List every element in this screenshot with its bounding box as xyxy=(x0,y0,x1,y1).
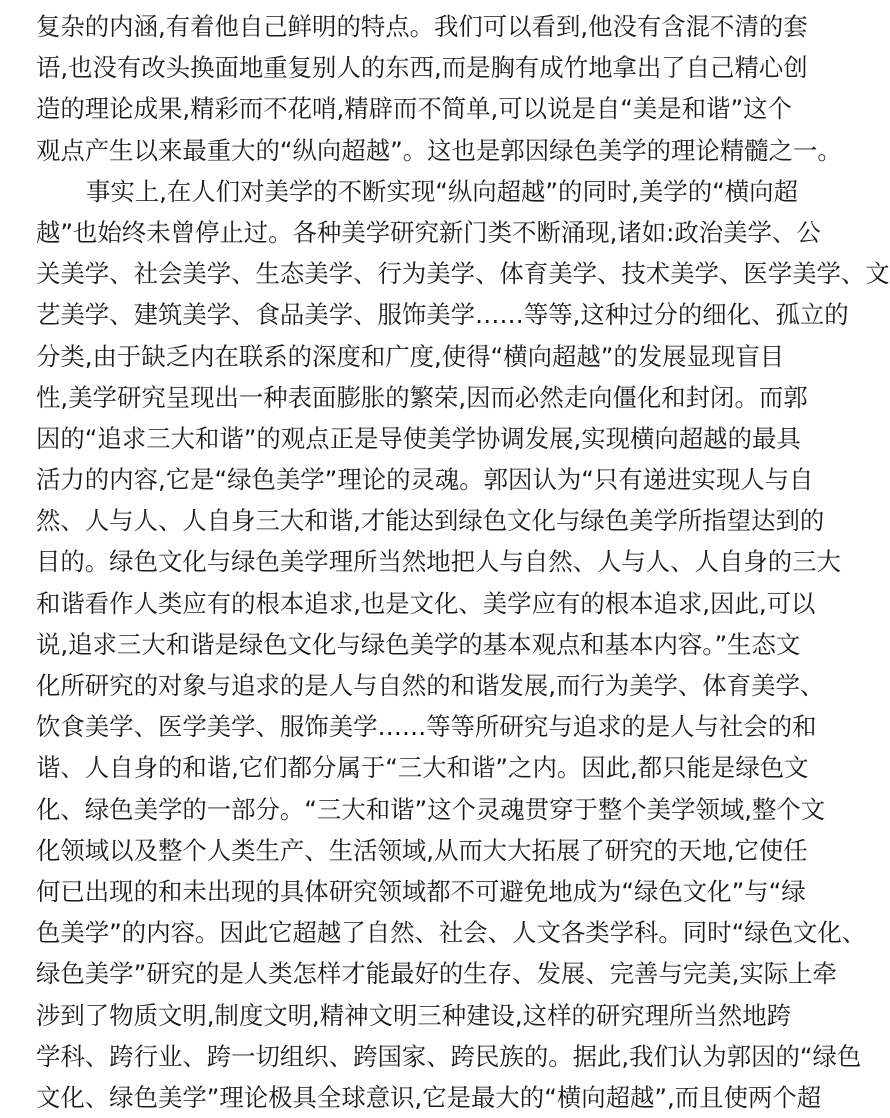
text-line: 艺美学、建筑美学、食品美学、服饰美学……等等,这种过分的细化、孤立的 xyxy=(36,300,849,330)
text-line: 学科、跨行业、跨一切组织、跨国家、跨民族的。据此,我们认为郭因的“绿色 xyxy=(36,1041,862,1071)
text-line: 化、绿色美学的一部分。“三大和谐”这个灵魂贯穿于整个美学领域,整个文 xyxy=(36,794,826,824)
document-page xyxy=(36,6,890,1118)
text-line: 造的理论成果,精彩而不花哨,精辟而不简单,可以说是自“美是和谐”这个 xyxy=(36,94,792,124)
text-line: 目的。绿色文化与绿色美学理所当然地把人与自然、人与人、人自身的三大 xyxy=(36,547,841,577)
text-line: 涉到了物质文明,制度文明,精神文明三种建设,这样的研究理所当然地跨 xyxy=(36,1000,791,1030)
text-line: 关美学、社会美学、生态美学、行为美学、体育美学、技术美学、医学美学、文 xyxy=(36,259,890,289)
text-line: 和谐看作人类应有的根本追求,也是文化、美学应有的根本追求,因此,可以 xyxy=(36,588,816,618)
text-line: 复杂的内涵,有着他自己鲜明的特点。我们可以看到,他没有含混不清的套 xyxy=(36,12,808,41)
text-line: 说,追求三大和谐是绿色文化与绿色美学的基本观点和基本内容。”生态文 xyxy=(36,629,801,659)
text-line: 谐、人自身的和谐,它们都分属于“三大和谐”之内。因此,都只能是绿色文 xyxy=(36,753,809,783)
text-line: 因的“追求三大和谐”的观点正是导使美学协调发展,实现横向超越的最具 xyxy=(36,423,801,453)
text-line: 何已出现的和未出现的具体研究领域都不可避免地成为“绿色文化”与“绿 xyxy=(36,876,806,906)
text-line: 饮食美学、医学美学、服饰美学……等等所研究与追求的是人与社会的和 xyxy=(36,712,817,742)
text-line: 化所研究的对象与追求的是人与自然的和谐发展,而行为美学、体育美学、 xyxy=(36,671,825,700)
text-line: 色美学”的内容。因此它超越了自然、社会、人文各类学科。同时“绿色文化、 xyxy=(36,918,867,948)
paragraph-first-line: 事实上,在人们对美学的不断实现“纵向超越”的同时,美学的“横向超 xyxy=(86,176,798,206)
text-line: 越”也始终未曾停止过。各种美学研究新门类不断涌现,诸如:政治美学、公 xyxy=(36,217,821,247)
text-line: 活力的内容,它是“绿色美学”理论的灵魂。郭因认为“只有递进实现人与自 xyxy=(36,465,814,495)
text-line: 然、人与人、人自身三大和谐,才能达到绿色文化与绿色美学所指望达到的 xyxy=(36,506,825,536)
text-line: 化领域以及整个人类生产、生活领域,从而大大拓展了研究的天地,它使任 xyxy=(36,835,808,865)
text-line: 语,也没有改头换面地重复别人的东西,而是胸有成竹地拿出了自己精心创 xyxy=(36,53,808,83)
text-line: 性,美学研究呈现出一种表面膨胀的繁荣,因而必然走向僵化和封闭。而郭 xyxy=(36,382,808,412)
text-line: 观点产生以来最重大的“纵向超越”。这也是郭因绿色美学的理论精髓之一。 xyxy=(36,135,842,165)
text-line: 文化、绿色美学”理论极具全球意识,它是最大的“横向超越”,而且使两个超 xyxy=(36,1082,822,1112)
text-line: 分类,由于缺乏内在联系的深度和广度,使得“横向超越”的发展显现盲目 xyxy=(36,341,785,371)
text-line: 绿色美学”研究的是人类怎样才能最好的生存、发展、完善与完美,实际上牵 xyxy=(36,959,837,989)
